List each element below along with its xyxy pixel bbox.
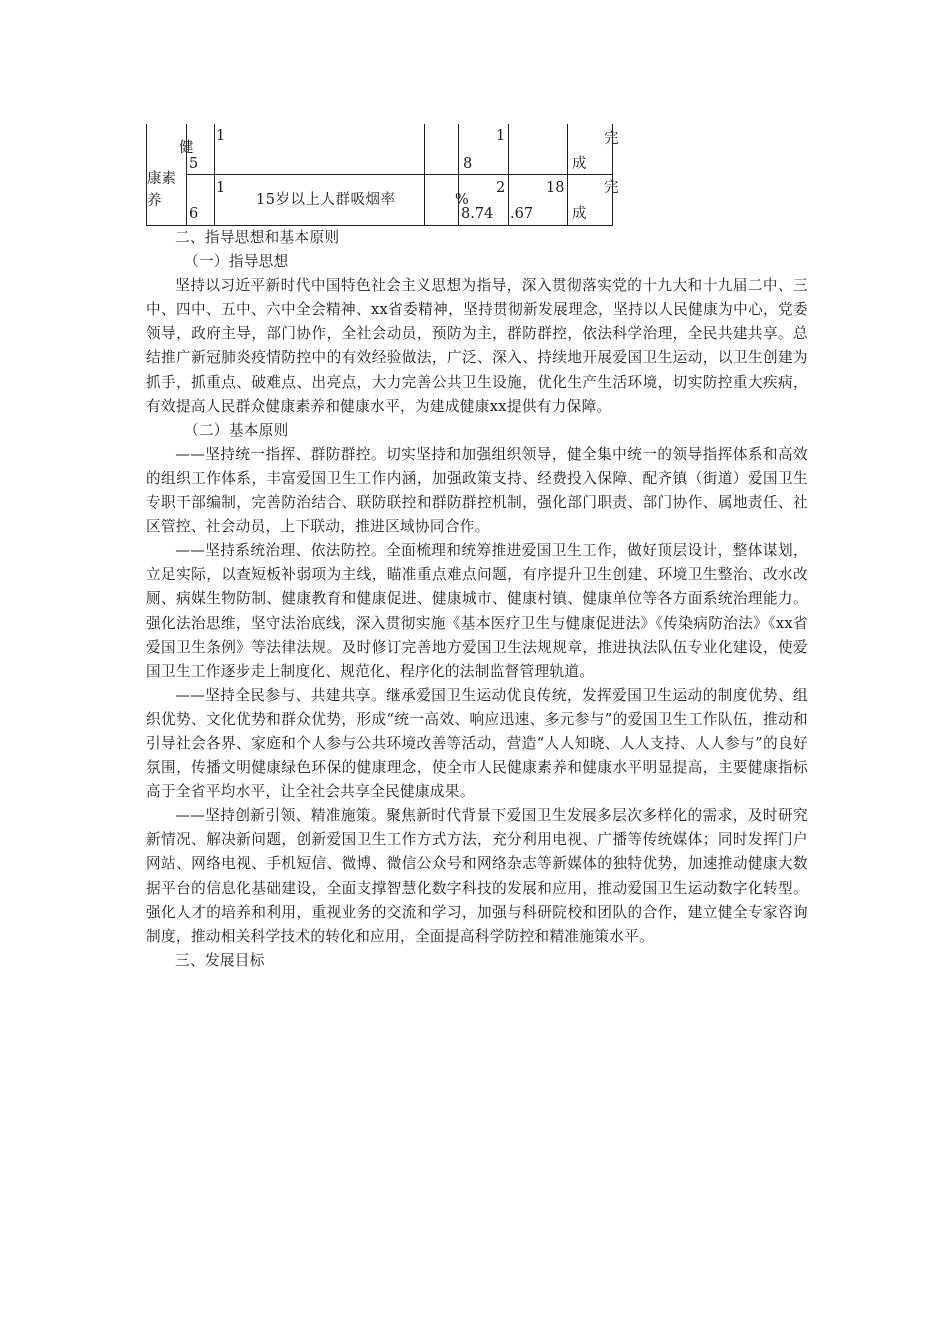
subsection-heading: （二）基本原则 — [184, 421, 289, 439]
row-seq: 1 — [216, 180, 226, 196]
paragraph: ——坚持系统治理、依法防控。全面梳理和统筹推进爱国卫生工作，做好顶层设计，整体谋划，立足实际，以查短板补弱项为主线，瞄准重点难点问题，有序提升卫生创建、环境卫生整治、改水改厕、病媒生物防制、健康教育和健康促进、健康城市、健康村镇、健康单位等各方面系统治理能力。强化法治思维，坚守法治底线，深入贯彻实施《基本医疗卫生与健康促进法》《传染病防治法》《xx省爱国卫生条例》等法律法规。及时修订完善地方爱国卫生法规规章，推进执法队伍专业化建设，使爱国卫生工作逐步走上制度化、规范化、程序化的法制监督管理轨道。 — [146, 542, 808, 680]
paragraph: ——坚持统一指挥、群防群控。切实坚持和加强组织领导，健全集中统一的领导指挥体系和高效的组织工作体系，丰富爱国卫生工作内涵，加强政策支持、经费投入保障、配齐镇（街道）爱国卫生专职干部编制，完善防治结合、联防联控和群防群控机制，强化部门职责、部门协作、属地责任、社区管控、社会动员，上下联动，推进区域协同合作。 — [146, 445, 808, 536]
table-border — [424, 124, 425, 226]
status-text: 完 — [604, 131, 619, 147]
table-border — [214, 124, 215, 226]
document-body — [146, 226, 808, 973]
indicator-mark: 6 — [189, 206, 199, 222]
baseline-value: 1 — [496, 128, 506, 144]
table-border — [186, 174, 613, 175]
status-text: 成 — [572, 156, 587, 172]
baseline-value: 8 — [463, 156, 473, 172]
paragraph: ——坚持创新引领、精准施策。聚焦新时代背景下爱国卫生发展多层次多样化的需求，及时研究新情况、解决新问题，创新爱国卫生工作方式方法，充分利用电视、广播等传统媒体；同时发挥门户网站、网络电视、手机短信、微博、微信公众号和网络杂志等新媒体的独特优势，加速推动健康大数据平台的信息化基础建设，全面支撑智慧化数字科技的发展和应用，推动爱国卫生运动数字化转型。强化人才的培养和利用，重视业务的交流和学习，加强与科研院校和团队的合作，建立健全专家咨询制度，推动相关科学技术的转化和应用，全面提高科学防控和精准施策水平。 — [146, 807, 808, 945]
table-border — [567, 124, 568, 226]
indicator-name: 15岁以上人群吸烟率 — [256, 192, 396, 208]
subsection-heading: （一）指导思想 — [184, 253, 289, 271]
paragraph: 坚持以习近平新时代中国特色社会主义思想为指导，深入贯彻落实党的十九大和十九届二中、三中、四中、五中、六中全会精神、xx省委精神，坚持贯彻新发展理念，坚持以人民健康为中心，党委领导，政府主导，部门协作，全社会动员，预防为主，群防群控，依法科学治理，全民共建共享。总结推广新冠肺炎疫情防控中的有效经验做法，广泛、深入、持续地开展爱国卫生运动，以卫生创建为抓手，抓重点、破难点、出亮点，大力完善公共卫生设施，优化生产生活环境，切实防控重大疾病，有效提高人民群众健康素养和健康水平，为建成健康xx提供有力保障。 — [146, 277, 808, 415]
indicator-mark: 健 — [179, 140, 194, 156]
section-heading: 三、发展目标 — [175, 951, 265, 969]
target-value: 18 — [546, 180, 565, 196]
section-heading: 二、指导思想和基本原则 — [175, 229, 340, 246]
row-seq: 1 — [216, 128, 226, 144]
status-text: 成 — [572, 206, 587, 222]
baseline-value: 2 — [496, 180, 506, 196]
table-border — [458, 124, 459, 226]
table-category: 康素养 — [147, 171, 176, 209]
indicator-mark: 5 — [189, 156, 199, 172]
paragraph: ——坚持全民参与、共建共享。继承爱国卫生运动优良传统，发挥爱国卫生运动的制度优势、组织优势、文化优势和群众优势，形成“统一高效、响应迅速、多元参与”的爱国卫生工作队伍，推动和引导社会各界、家庭和个人参与公共环境改善等活动，营造“人人知晓、人人支持、人人参与”的良好氛围，传播文明健康绿色环保的健康理念，使全市人民健康素养和健康水平明显提高，主要健康指标高于全省平均水平，让全社会共享全民健康成果。 — [146, 686, 808, 801]
status-text: 完 — [604, 180, 619, 196]
unit-text: % — [455, 192, 469, 208]
baseline-value: 8.74 — [461, 206, 494, 222]
table-border — [508, 124, 509, 226]
target-value: .67 — [510, 206, 534, 222]
